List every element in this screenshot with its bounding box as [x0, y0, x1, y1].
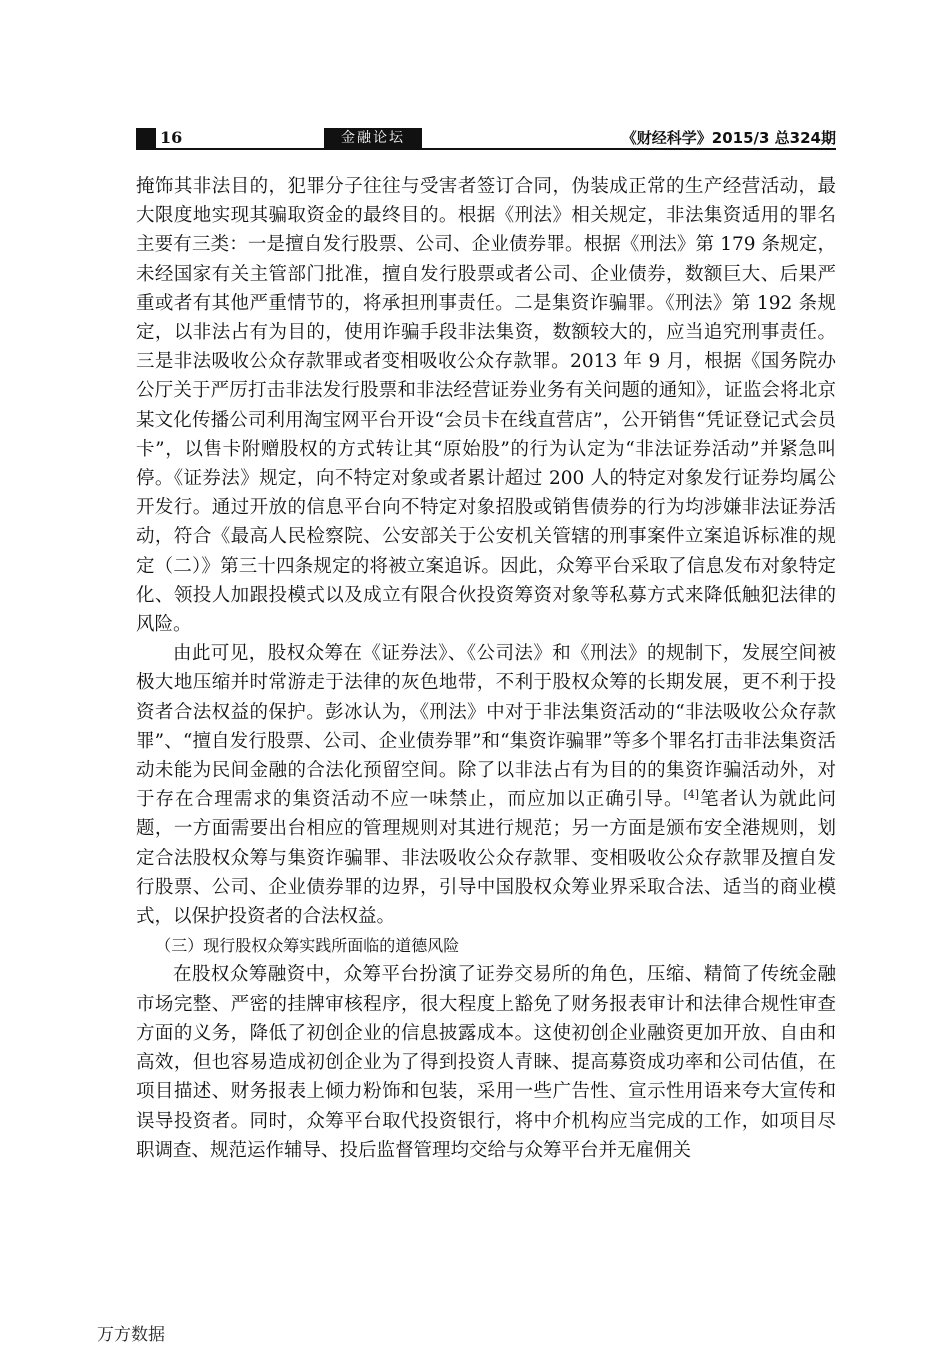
paragraph-2-part-a: 由此可见，股权众筹在《证券法》、《公司法》和《刑法》的规制下，发展空间被极大地压缩并时常游走于法律的灰色地带，不利于股权众筹的长期发展，更不利于投资者合法权益的保护。彭冰认为，《刑法》中对于非法集资活动的“非法吸收公众存款罪”、“擅自发行股票、公司、企业债券罪”和“集资诈骗罪”等多个罪名打击非法集资活动未能为民间金融的合法化预留空间。除了以非法占有为目的的集资诈骗活动外，对于存在合理需求的集资活动不应一味禁止，而应加以正确引导。: [136, 643, 836, 811]
article-body: [136, 172, 836, 1165]
citation-ref: [4]: [683, 788, 700, 802]
page-number: 16: [160, 128, 183, 147]
header-black-block: [136, 128, 156, 148]
paragraph-2-part-b: 笔者认为就此问题，一方面需要出台相应的管理规则对其进行规范；另一方面是颁布安全港规则，划定合法股权众筹与集资诈骗罪、非法吸收公众存款罪、变相吸收公众存款罪及擅自发行股票、公司、企业债券罪的边界，引导中国股权众筹业界采取合法、适当的商业模式，以保护投资者的合法权益。: [136, 789, 836, 928]
section-subheading: （三）现行股权众筹实践所面临的道德风险: [155, 936, 460, 956]
section-label: 金融论坛: [324, 128, 422, 148]
watermark-text: 万方数据: [97, 1325, 165, 1345]
header-rule: [136, 148, 836, 150]
paragraph-2: [136, 639, 836, 931]
page-header: [136, 128, 836, 150]
paragraph-1: 掩饰其非法目的，犯罪分子往往与受害者签订合同，伪装成正常的生产经营活动，最大限度地实现其骗取资金的最终目的。根据《刑法》相关规定，非法集资适用的罪名主要有三类：一是擅自发行股票、公司、企业债券罪。根据《刑法》第 179 条规定，未经国家有关主管部门批准，擅自发行股票或者公司、企业债券，数额巨大、后果严重或者有其他严重情节的，将承担刑事责任。二是集资诈骗罪。《刑法》第 192 条规定，以非法占有为目的，使用诈骗手段非法集资，数额较大的，应当追究刑事责任。三是非法吸收公众存款罪或者变相吸收公众存款罪。2013 年 9 月，根据《国务院办公厅关于严厉打击非法发行股票和非法经营证券业务有关问题的通知》，证监会将北京某文化传播公司利用淘宝网平台开设“会员卡在线直营店”，公开销售“凭证登记式会员卡”，以售卡附赠股权的方式转让其“原始股”的行为认定为“非法证券活动”并紧急叫停。《证券法》规定，向不特定对象或者累计超过 200 人的特定对象发行证券均属公开发行。通过开放的信息平台向不特定对象招股或销售债券的行为均涉嫌非法证券活动，符合《最高人民检察院、公安部关于公安机关管辖的刑事案件立案追诉标准的规定（二）》第三十四条规定的将被立案追诉。因此，众筹平台采取了信息发布对象特定化、领投人加跟投模式以及成立有限合伙投资筹资对象等私募方式来降低触犯法律的风险。: [136, 176, 836, 636]
paragraph-3: 在股权众筹融资中，众筹平台扮演了证券交易所的角色，压缩、精简了传统金融市场完整、严密的挂牌审核程序，很大程度上豁免了财务报表审计和法律合规性审查方面的义务，降低了初创企业的信息披露成本。这使初创企业融资更加开放、自由和高效，但也容易造成初创企业为了得到投资人青睐、提高募资成功率和公司估值，在项目描述、财务报表上倾力粉饰和包装，采用一些广告性、宣示性用语来夸大宣传和误导投资者。同时，众筹平台取代投资银行，将中介机构应当完成的工作，如项目尽职调查、规范运作辅导、投后监督管理均交给与众筹平台并无雇佣关: [136, 964, 836, 1161]
journal-issue: 《财经科学》2015/3 总324期: [621, 129, 836, 147]
